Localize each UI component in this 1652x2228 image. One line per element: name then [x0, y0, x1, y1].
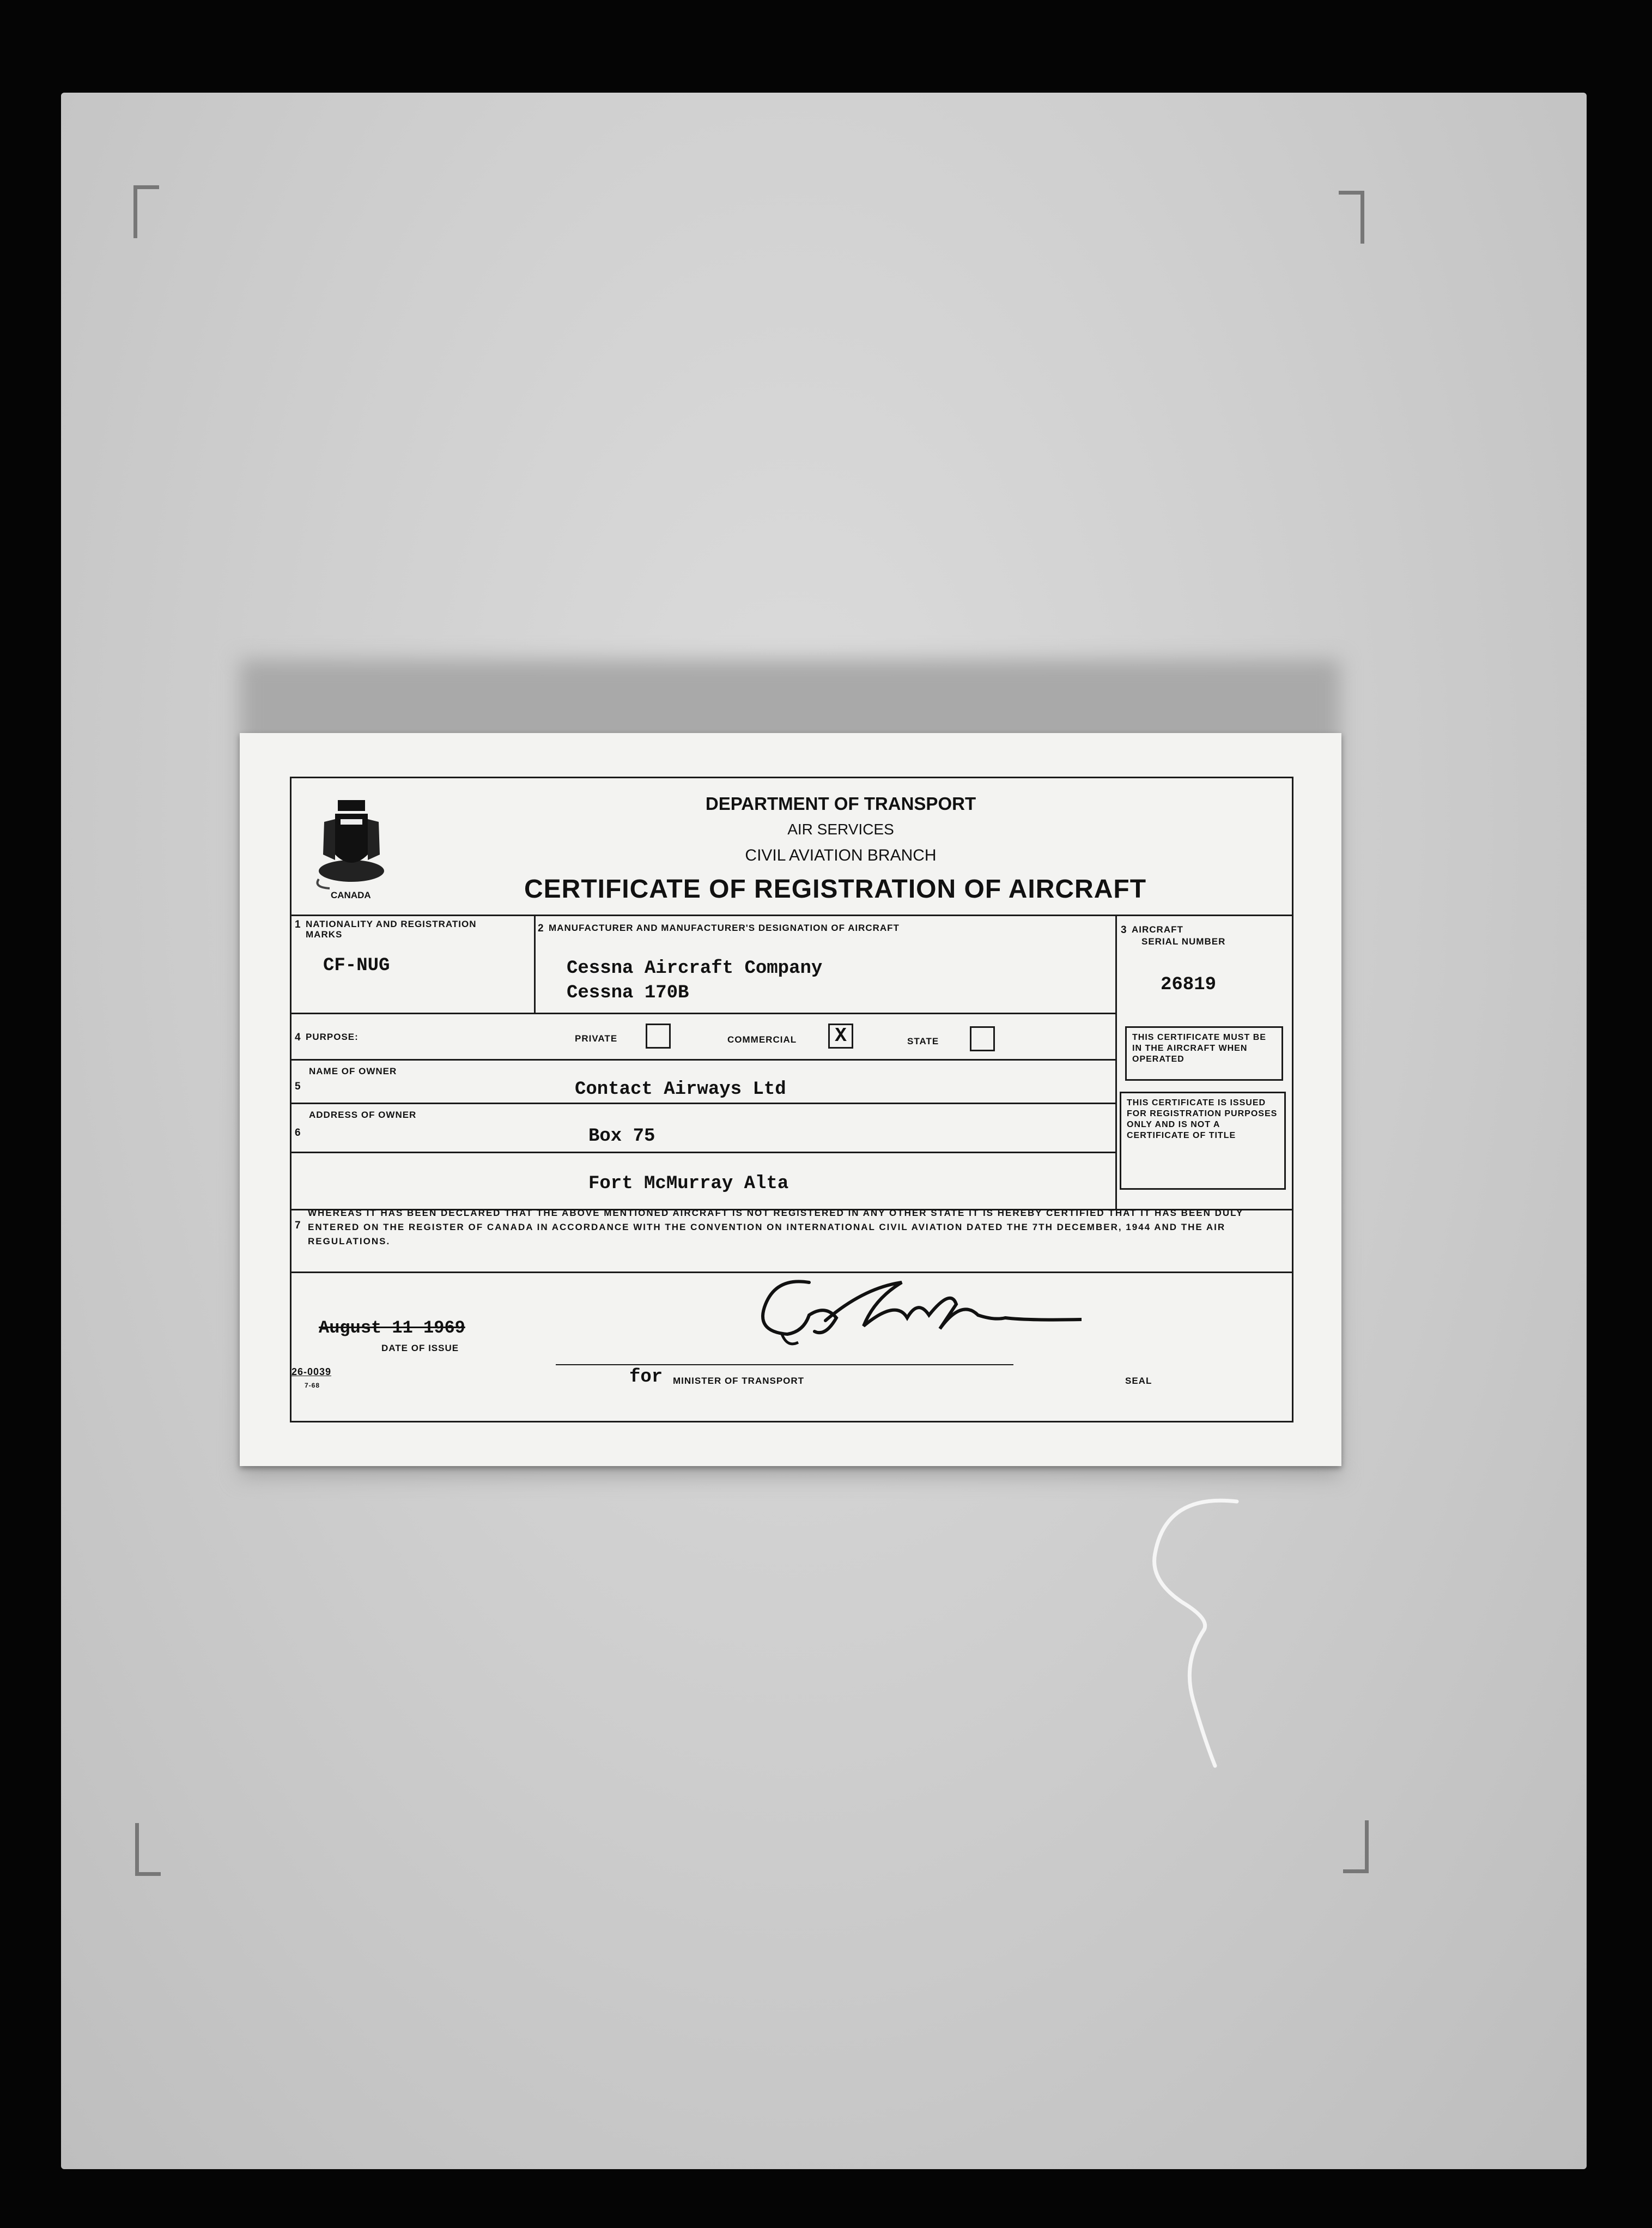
divider-row4-bottom: [291, 1059, 1115, 1061]
manufacturer-label: MANUFACTURER AND MANUFACTURER'S DESIGNATION OF AIRCRAFT: [549, 923, 900, 933]
date-of-issue-label: DATE OF ISSUE: [381, 1343, 459, 1353]
minister-label: MINISTER OF TRANSPORT: [673, 1376, 805, 1386]
owner-name-label: NAME OF OWNER: [309, 1066, 397, 1076]
for-text: for: [629, 1367, 663, 1388]
signature-line: [556, 1364, 1013, 1365]
commercial-checkbox[interactable]: [828, 1024, 853, 1049]
branch-title: CIVIL AVIATION BRANCH: [745, 846, 937, 864]
declaration-text: WHEREAS IT HAS BEEN DECLARED THAT THE ABOVE MENTIONED AIRCRAFT IS NOT REGISTERED IN ANY OTHER STATE IT IS HEREBY CERTIFIED THAT IT HAS BEEN DULY ENTERED ON THE REGISTER OF CANADA IN ACCORDANCE WITH THE CONVENTION ON INTERNATIONAL CIVIL AVIATION DATED THE 7TH DECEMBER, 1944 AND THE AIR REGULATIONS.: [308, 1208, 1244, 1246]
serial-label-line1: AIRCRAFT: [1132, 924, 1183, 935]
form-number: 26-0039: [291, 1366, 332, 1377]
divider-row1-bottom: [291, 1013, 1115, 1014]
registration-mark: CF-NUG: [323, 955, 390, 976]
divider-row5-bottom: [291, 1103, 1115, 1104]
crop-mark-bottom-right: [1343, 1820, 1369, 1873]
crop-mark-bottom-left: [135, 1823, 161, 1876]
divider-row6-mid: [291, 1152, 1115, 1153]
seal-label: SEAL: [1125, 1376, 1152, 1386]
private-label: PRIVATE: [575, 1033, 618, 1044]
field-number-1: 1: [295, 919, 301, 930]
commercial-check-mark: X: [835, 1025, 847, 1047]
divider-col1: [534, 915, 536, 1013]
title-disclaimer-notice: THIS CERTIFICATE IS ISSUED FOR REGISTRATION PURPOSES ONLY AND IS NOT A CERTIFICATE OF TITLE: [1120, 1092, 1286, 1190]
purpose-label: PURPOSE:: [306, 1032, 359, 1042]
commercial-label: COMMERCIAL: [727, 1034, 797, 1045]
state-checkbox[interactable]: [970, 1026, 995, 1051]
light-streak-artifact: [1133, 1493, 1242, 1777]
state-label: STATE: [907, 1036, 939, 1046]
divider-col-right: [1115, 915, 1117, 1209]
owner-address-line1: Box 75: [588, 1126, 655, 1147]
certificate-header: [291, 778, 1292, 916]
field-number-2: 2: [538, 923, 544, 934]
nationality-label: NATIONALITY AND REGISTRATION MARKS: [306, 919, 477, 940]
manufacturer-name: Cessna Aircraft Company: [567, 958, 823, 979]
carry-notice: THIS CERTIFICATE MUST BE IN THE AIRCRAFT WHEN OPERATED: [1125, 1026, 1283, 1081]
department-title: DEPARTMENT OF TRANSPORT: [705, 794, 976, 814]
serial-number: 26819: [1161, 974, 1217, 995]
registration-card: [240, 733, 1341, 1466]
serial-label-line2: SERIAL NUMBER: [1141, 936, 1226, 947]
field-number-6: 6: [295, 1127, 301, 1139]
aircraft-designation: Cessna 170B: [567, 983, 689, 1003]
crest-caption: CANADA: [331, 890, 371, 900]
service-title: AIR SERVICES: [787, 821, 894, 838]
owner-address-line2: Fort McMurray Alta: [588, 1173, 789, 1194]
form-edition: 7-68: [305, 1382, 320, 1389]
date-of-issue: August 11 1969: [319, 1318, 465, 1338]
owner-name: Contact Airways Ltd: [575, 1079, 786, 1100]
crop-mark-top-left: [133, 185, 159, 238]
field-number-4: 4: [295, 1032, 301, 1043]
private-checkbox[interactable]: [646, 1024, 671, 1049]
minister-signature: [700, 1266, 1082, 1364]
certificate-form: [290, 777, 1293, 1422]
crop-mark-top-right: [1339, 191, 1364, 244]
field-number-7: 7: [295, 1220, 301, 1231]
field-number-3: 3: [1121, 924, 1127, 936]
certificate-title: CERTIFICATE OF REGISTRATION OF AIRCRAFT: [524, 875, 1147, 904]
owner-address-label: ADDRESS OF OWNER: [309, 1110, 417, 1120]
field-number-5: 5: [295, 1081, 301, 1092]
